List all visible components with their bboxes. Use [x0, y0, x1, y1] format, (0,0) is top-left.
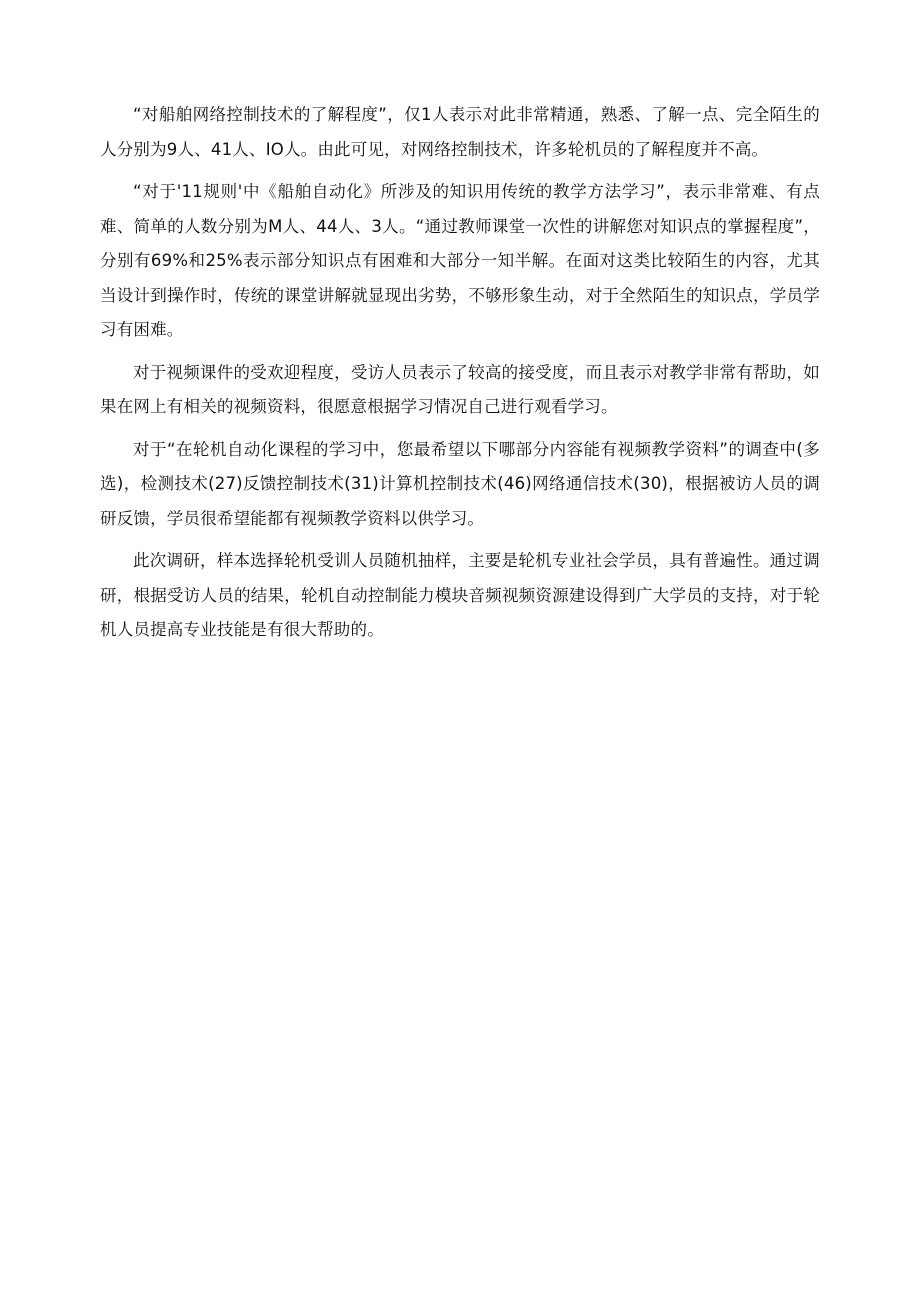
document-body [100, 98, 820, 656]
paragraph-video-courseware-acceptance: 对于视频课件的受欢迎程度，受访人员表示了较高的接受度，而且表示对教学非常有帮助，如果在网上有相关的视频资料，很愿意根据学习情况自己进行观看学习。 [100, 362, 820, 416]
paragraph-network-control-awareness: “对船舶网络控制技术的了解程度”，仅1人表示对此非常精通，熟悉、了解一点、完全陌生的人分别为9人、41人、IO人。由此可见，对网络控制技术，许多轮机员的了解程度并不高。 [100, 105, 820, 159]
paragraph-survey-conclusion: 此次调研，样本选择轮机受训人员随机抽样，主要是轮机专业社会学员，具有普遍性。通过调研，根据受访人员的结果，轮机自动控制能力模块音频视频资源建设得到广大学员的支持，对于轮机人员提高专业技能是有很大帮助的。 [100, 551, 820, 639]
paragraph-traditional-teaching-difficulty: “对于'11规则'中《船舶自动化》所涉及的知识用传统的教学方法学习”，表示非常难、有点难、简单的人数分别为M人、44人、3人。“通过教师课堂一次性的讲解您对知识点的掌握程度”，分别有69%和25%表示部分知识点有困难和大部分一知半解。在面对这类比较陌生的内容，尤其当设计到操作时，传统的课堂讲解就显现出劣势，不够形象生动，对于全然陌生的知识点，学员学习有困难。 [100, 182, 820, 339]
paragraph-video-content-preference: 对于“在轮机自动化课程的学习中，您最希望以下哪部分内容能有视频教学资料”的调查中(多选)，检测技术(27)反馈控制技术(31)计算机控制技术(46)网络通信技术(30)，根据被访人员的调研反馈，学员很希望能都有视频教学资料以供学习。 [100, 439, 820, 528]
